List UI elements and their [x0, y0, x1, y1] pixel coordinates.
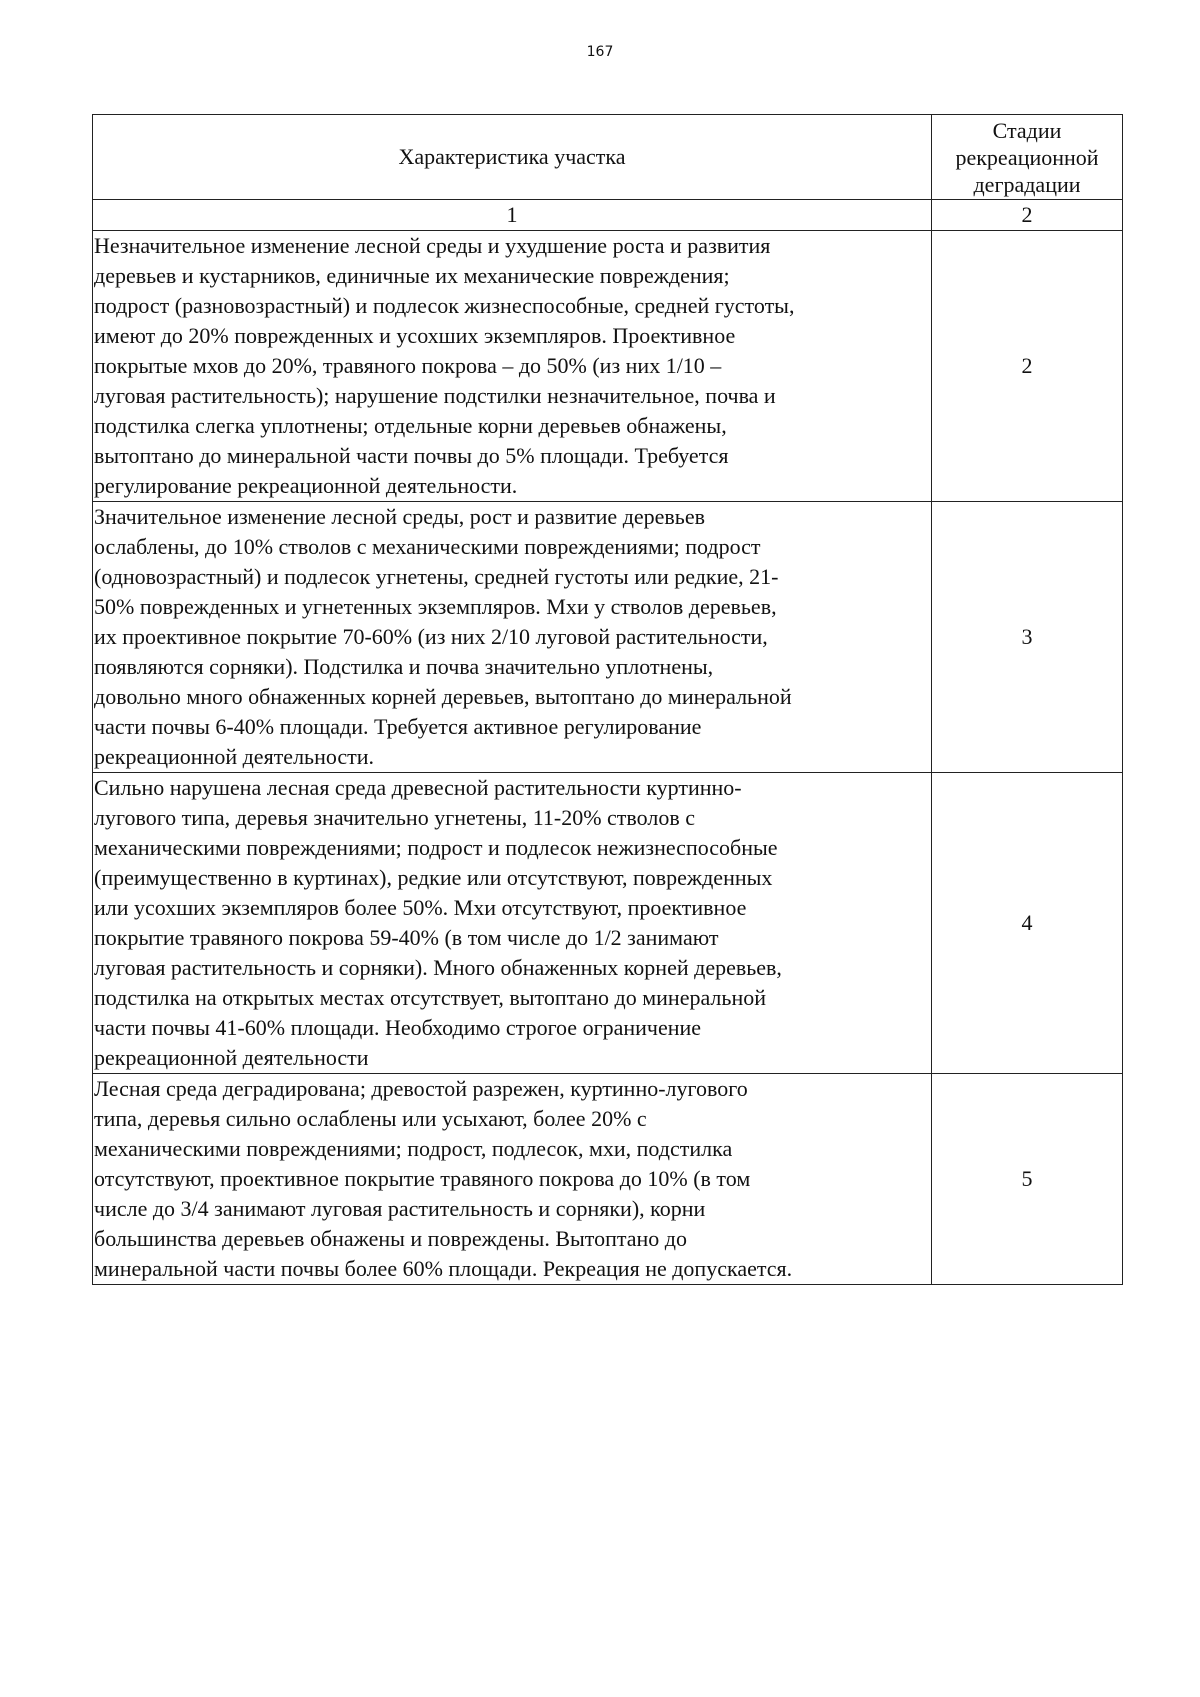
row-description: Незначительное изменение лесной среды и ухудшение роста и развития деревьев и кустарников, единичные их механические повреждения; подрост (разновозрастный) и подлесок жизнеспособные, средней густоты, имеют до 20% поврежденных и усохших экземпляров. Проективное покрытые мхов до 20%, травяного покрова – до 50% (из них 1/10 – луговая растительность); нарушение подстилки незначительное, почва и подстилка слегка уплотнены; отдельные корни деревьев обнажены, вытоптано до минеральной части почвы до 5% площади. Требуется регулирование рекреационной деятельности.	[93, 231, 932, 502]
table-row	[93, 773, 1123, 1074]
row-stage: 3	[932, 502, 1123, 773]
column-number-1: 1	[93, 200, 932, 231]
row-description: Сильно нарушена лесная среда древесной растительности куртинно- лугового типа, деревья значительно угнетены, 11-20% стволов с механическими повреждениями; подрост и подлесок нежизнеспособные (преимущественно в куртинах), редкие или отсутствуют, поврежденных или усохших экземпляров более 50%. Мхи отсутствуют, проективное покрытие травяного покрова 59-40% (в том числе до 1/2 занимают луговая растительность и сорняки). Много обнаженных корней деревьев, подстилка на открытых местах отсутствует, вытоптано до минеральной части почвы 41-60% площади. Необходимо строгое ограничение рекреационной деятельности	[93, 773, 932, 1074]
header-stages	[932, 115, 1123, 200]
table-row	[93, 1074, 1123, 1285]
page-number: 167	[586, 44, 614, 60]
row-description: Значительное изменение лесной среды, рост и развитие деревьев ослаблены, до 10% стволов с механическими повреждениями; подрост (одновозрастный) и подлесок угнетены, средней густоты или редкие, 21- 50% поврежденных и угнетенных экземпляров. Мхи у стволов деревьев, их проективное покрытие 70-60% (из них 2/10 луговой растительности, появляются сорняки). Подстилка и почва значительно уплотнены, довольно много обнаженных корней деревьев, вытоптано до минеральной части почвы 6-40% площади. Требуется активное регулирование рекреационной деятельности.	[93, 502, 932, 773]
table-header-row	[93, 115, 1123, 200]
table-row	[93, 502, 1123, 773]
row-description: Лесная среда деградирована; древостой разрежен, куртинно-лугового типа, деревья сильно ослаблены или усыхают, более 20% с механическими повреждениями; подрост, подлесок, мхи, подстилка отсутствуют, проективное покрытие травяного покрова до 10% (в том числе до 3/4 занимают луговая растительность и сорняки), корни большинства деревьев обнажены и повреждены. Вытоптано до минеральной части почвы более 60% площади. Рекреация не допускается.	[93, 1074, 932, 1285]
header-stages-text: Стадии рекреационной деградации	[955, 117, 1099, 197]
row-stage: 4	[932, 773, 1123, 1074]
degradation-stages-table	[92, 114, 1123, 1285]
row-stage: 5	[932, 1074, 1123, 1285]
column-number-row	[93, 200, 1123, 231]
column-number-2: 2	[932, 200, 1123, 231]
row-stage: 2	[932, 231, 1123, 502]
header-characteristic: Характеристика участка	[93, 115, 932, 200]
table-row	[93, 231, 1123, 502]
